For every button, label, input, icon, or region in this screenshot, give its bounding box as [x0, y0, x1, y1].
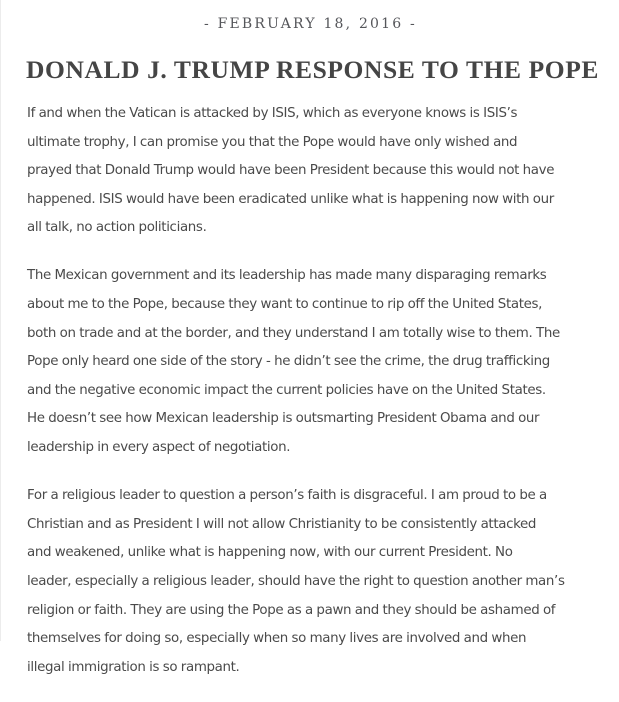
paragraph-line: happened. ISIS would have been eradicated unlike what is happening now with our [27, 191, 554, 207]
paragraph-line: leadership in every aspect of negotiation. [27, 440, 291, 456]
paragraph-line: prayed that Donald Trump would have been President because this would not have [27, 163, 555, 179]
paragraph-line: The Mexican government and its leadership has made many disparaging remarks [27, 268, 547, 284]
paragraph-line: illegal immigration is so rampant. [27, 659, 240, 675]
paragraph-line: For a religious leader to question a person’s faith is disgraceful. I am proud to be a [27, 488, 547, 504]
paragraph-2 [27, 262, 612, 462]
paragraph-line: both on trade and at the border, and they understand I am totally wise to them. The [27, 325, 560, 341]
paragraph-line: and the negative economic impact the current policies have on the United States. [27, 382, 546, 398]
publication-date: - FEBRUARY 18, 2016 - [204, 16, 417, 32]
paragraph-3 [27, 482, 612, 682]
paragraph-line: leader, especially a religious leader, should have the right to question another man’s [27, 573, 565, 589]
paragraph-line: Christian and as President I will not allow Christianity to be consistently attacked [27, 516, 537, 532]
paragraph-line: If and when the Vatican is attacked by ISIS, which as everyone knows is ISIS’s [27, 106, 518, 121]
paragraph-line: ultimate trophy, I can promise you that the Pope would have only wished and [27, 134, 518, 150]
paragraph-line: Pope only heard one side of the story - he didn’t see the crime, the drug trafficking [27, 354, 550, 370]
paragraph-line: He doesn’t see how Mexican leadership is outsmarting President Obama and our [27, 411, 540, 427]
paragraph-line: about me to the Pope, because they want to continue to rip off the United States, [27, 297, 543, 313]
paragraph-1 [27, 100, 612, 243]
article-title: DONALD J. TRUMP RESPONSE TO THE POPE [26, 55, 600, 84]
article-body [27, 100, 612, 702]
paragraph-line: themselves for doing so, especially when so many lives are involved and when [27, 631, 527, 647]
paragraph-line: and weakened, unlike what is happening now, with our current President. No [27, 545, 513, 561]
paragraph-line: all talk, no action politicians. [27, 220, 207, 236]
paragraph-line: religion or faith. They are using the Pope as a pawn and they should be ashamed of [27, 602, 556, 618]
